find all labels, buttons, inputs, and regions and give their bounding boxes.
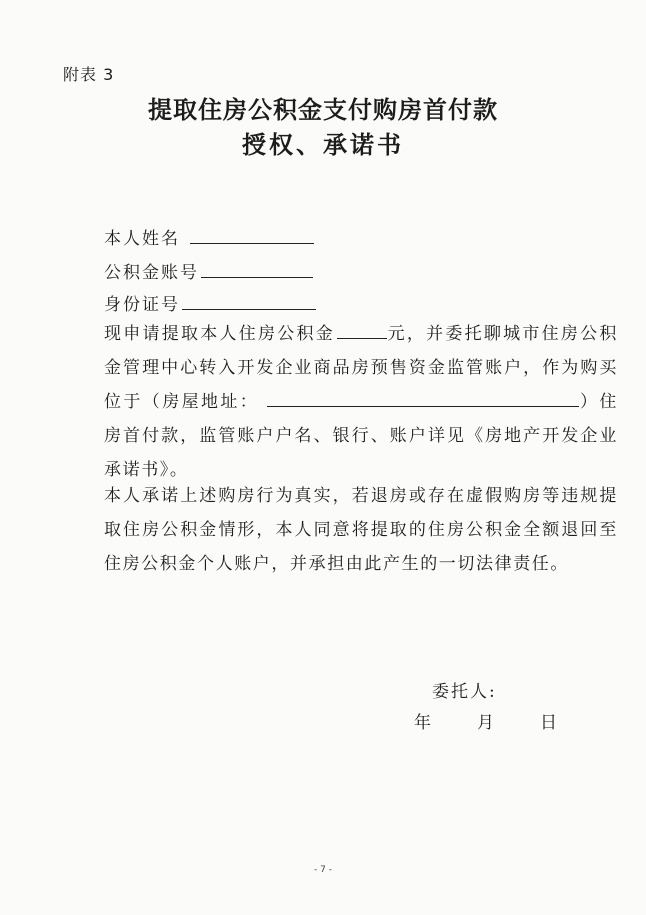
- application-text-part1: 现申请提取本人住房公积金: [104, 324, 335, 344]
- application-text-part2: 元，并委托聊城市住房公积金管理中心转入开发企业商品房预售资金监管账户，作为购买位于（房屋地址：: [104, 324, 618, 412]
- page-number: - 7 -: [314, 865, 332, 875]
- id-blank[interactable]: [182, 292, 316, 310]
- application-paragraph: [70, 317, 618, 487]
- year-label: 年: [414, 713, 433, 733]
- amount-blank[interactable]: [337, 321, 387, 339]
- day-label: 日: [540, 713, 559, 733]
- principal-label: 委托人:: [432, 682, 497, 702]
- name-field: [104, 224, 314, 249]
- account-field: [104, 258, 313, 283]
- commitment-paragraph: 本人承诺上述购房行为真实，若退房或存在虚假购房等违规提取住房公积金情形，本人同意将提取的住房公积金全额退回至住房公积金个人账户，并承担由此产生的一切法律责任。: [104, 486, 618, 574]
- document-title-line2: 授权、承诺书: [242, 130, 404, 159]
- appendix-label: 附表 3: [63, 65, 115, 84]
- application-text-part3: ）住房首付款，监管账户户名、银行、账户详见《房地产开发企业承诺书》。: [104, 392, 618, 480]
- month-label: 月: [477, 713, 496, 733]
- account-label: 公积金账号: [104, 263, 199, 283]
- id-field: [104, 290, 316, 315]
- name-label: 本人姓名: [104, 229, 180, 249]
- id-label: 身份证号: [104, 295, 180, 315]
- name-blank[interactable]: [190, 226, 314, 244]
- document-title-line1: 提取住房公积金支付购房首付款: [148, 95, 498, 124]
- signature-date: [414, 708, 559, 733]
- address-blank[interactable]: [267, 389, 579, 407]
- account-blank[interactable]: [201, 260, 313, 278]
